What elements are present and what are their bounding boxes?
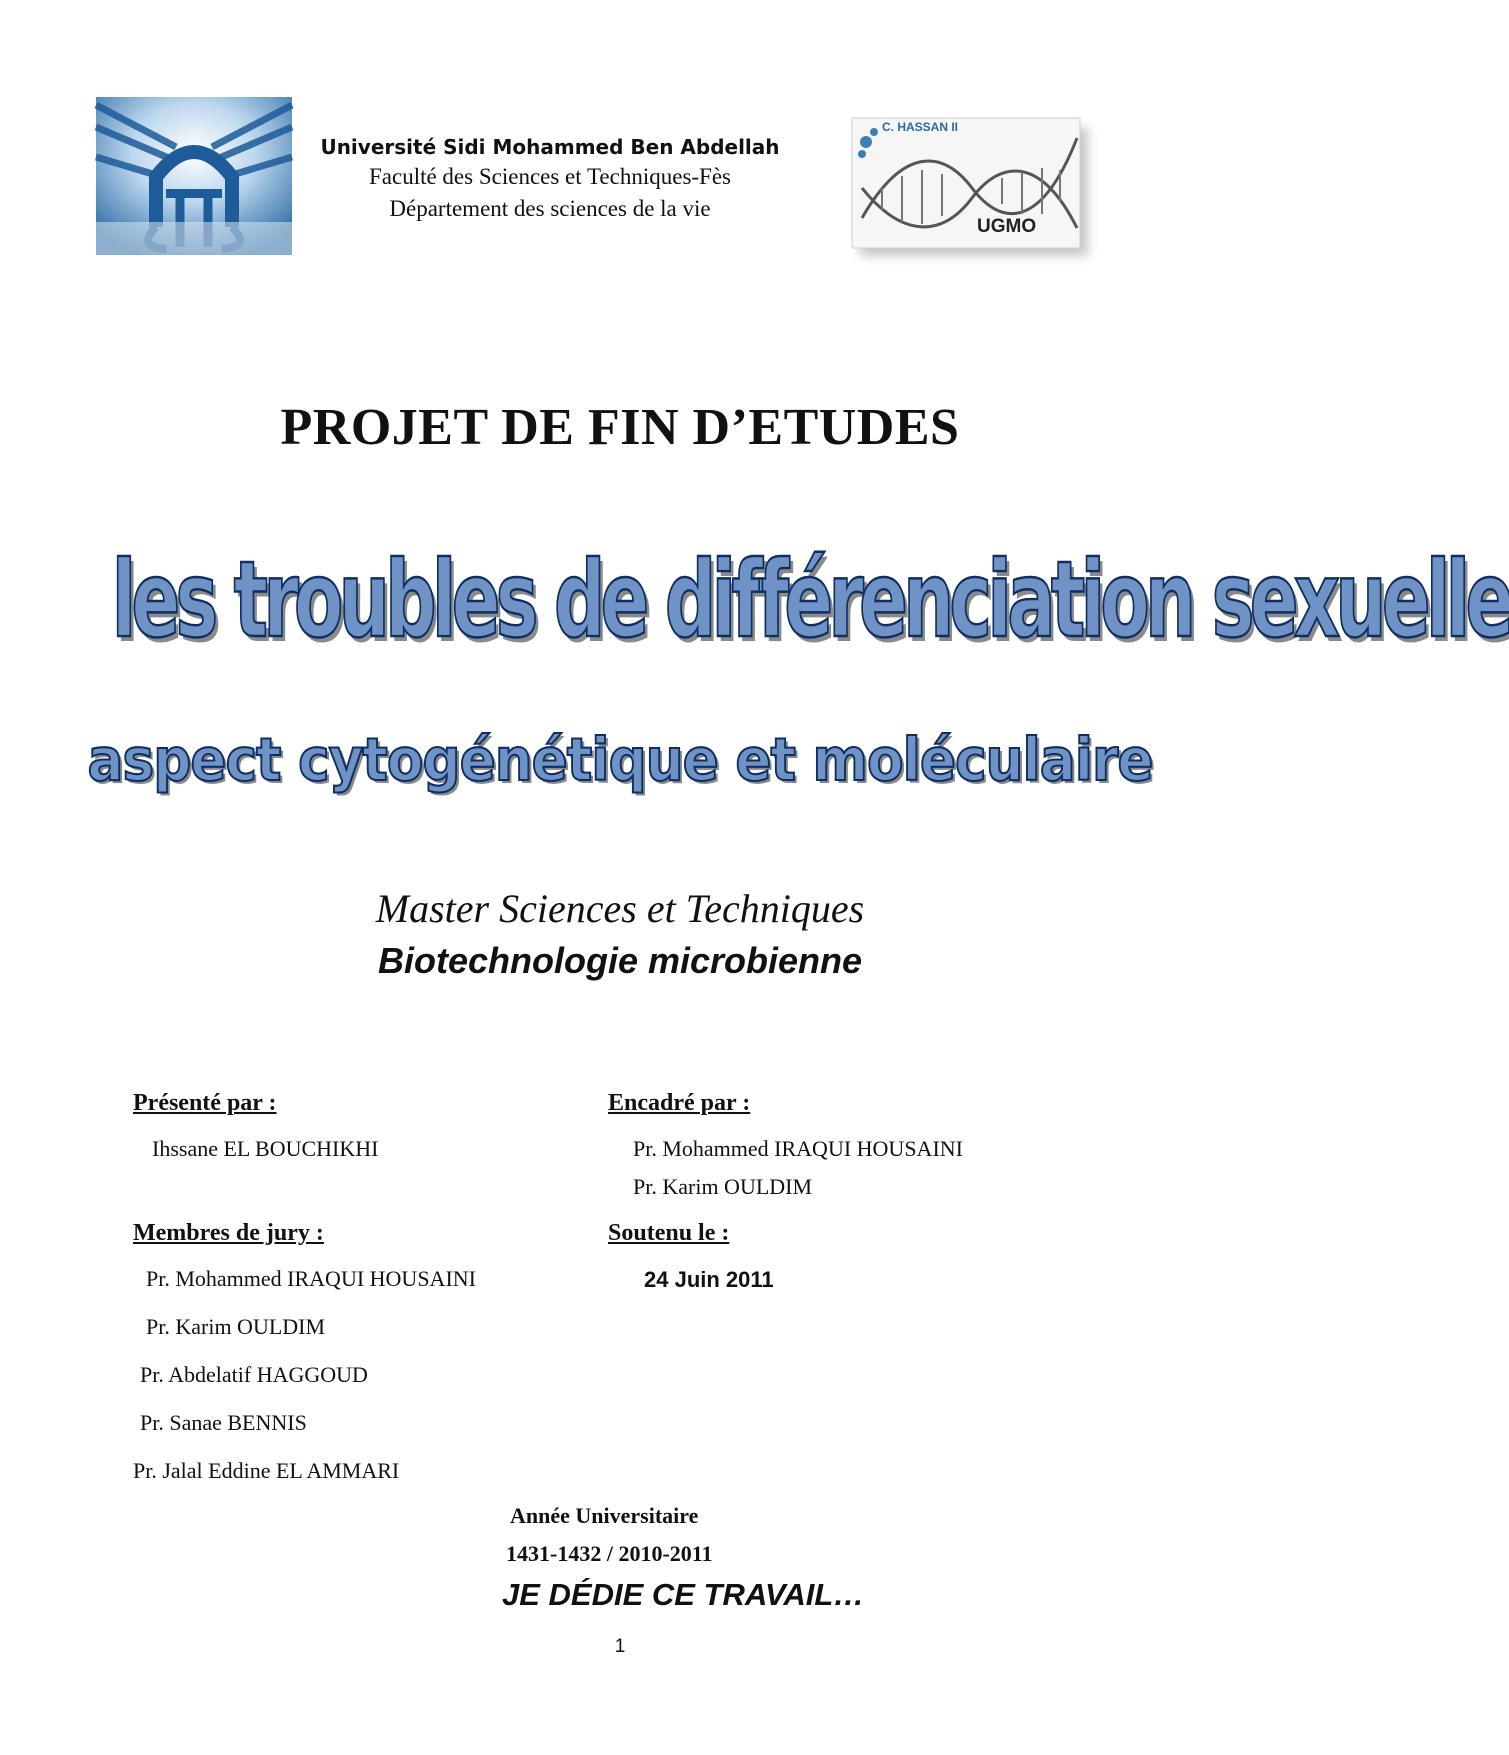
ugmo-logo <box>852 118 1092 260</box>
jury-heading: Membres de jury : <box>133 1220 324 1246</box>
jury-member: Pr. Sanae BENNIS <box>140 1410 307 1435</box>
ugmo-logo-label: UGMO <box>977 216 1037 237</box>
department-name: Département des sciences de la vie <box>389 196 711 221</box>
defense-heading: Soutenu le : <box>608 1220 730 1246</box>
academic-year-label: Année Universitaire <box>510 1503 699 1528</box>
thesis-title: les troubles de différenciation sexuelle <box>111 537 1509 662</box>
jury-member: Pr. Jalal Eddine EL AMMARI <box>133 1458 400 1483</box>
dedication-heading: JE DÉDIE CE TRAVAIL… <box>502 1577 865 1612</box>
student-name: Ihssane EL BOUCHIKHI <box>152 1136 379 1161</box>
supervisor-name: Pr. Karim OULDIM <box>633 1174 813 1199</box>
thesis-subtitle: aspect cytogénétique et moléculaire <box>87 726 1153 795</box>
university-name: Université Sidi Mohammed Ben Abdellah <box>320 135 780 159</box>
specialty-name: Biotechnologie microbienne <box>377 940 863 981</box>
jury-member: Pr. Mohammed IRAQUI HOUSAINI <box>146 1266 476 1291</box>
supervised-by-heading: Encadré par : <box>608 1090 751 1116</box>
jury-member: Pr. Karim OULDIM <box>146 1314 326 1339</box>
supervisor-name: Pr. Mohammed IRAQUI HOUSAINI <box>633 1136 963 1161</box>
university-logo <box>96 97 292 255</box>
jury-member: Pr. Abdelatif HAGGOUD <box>140 1362 368 1387</box>
degree-name: Master Sciences et Techniques <box>375 886 865 931</box>
document-type-title: PROJET DE FIN D’ETUDES <box>280 399 960 456</box>
academic-year-value: 1431-1432 / 2010-2011 <box>506 1541 713 1566</box>
page-number: 1 <box>614 1636 626 1657</box>
faculty-name: Faculté des Sciences et Techniques-Fès <box>368 164 732 189</box>
presented-by-heading: Présenté par : <box>133 1090 277 1116</box>
defense-date: 24 Juin 2011 <box>644 1267 774 1292</box>
ugmo-logo-caption: C. HASSAN II <box>882 120 959 134</box>
